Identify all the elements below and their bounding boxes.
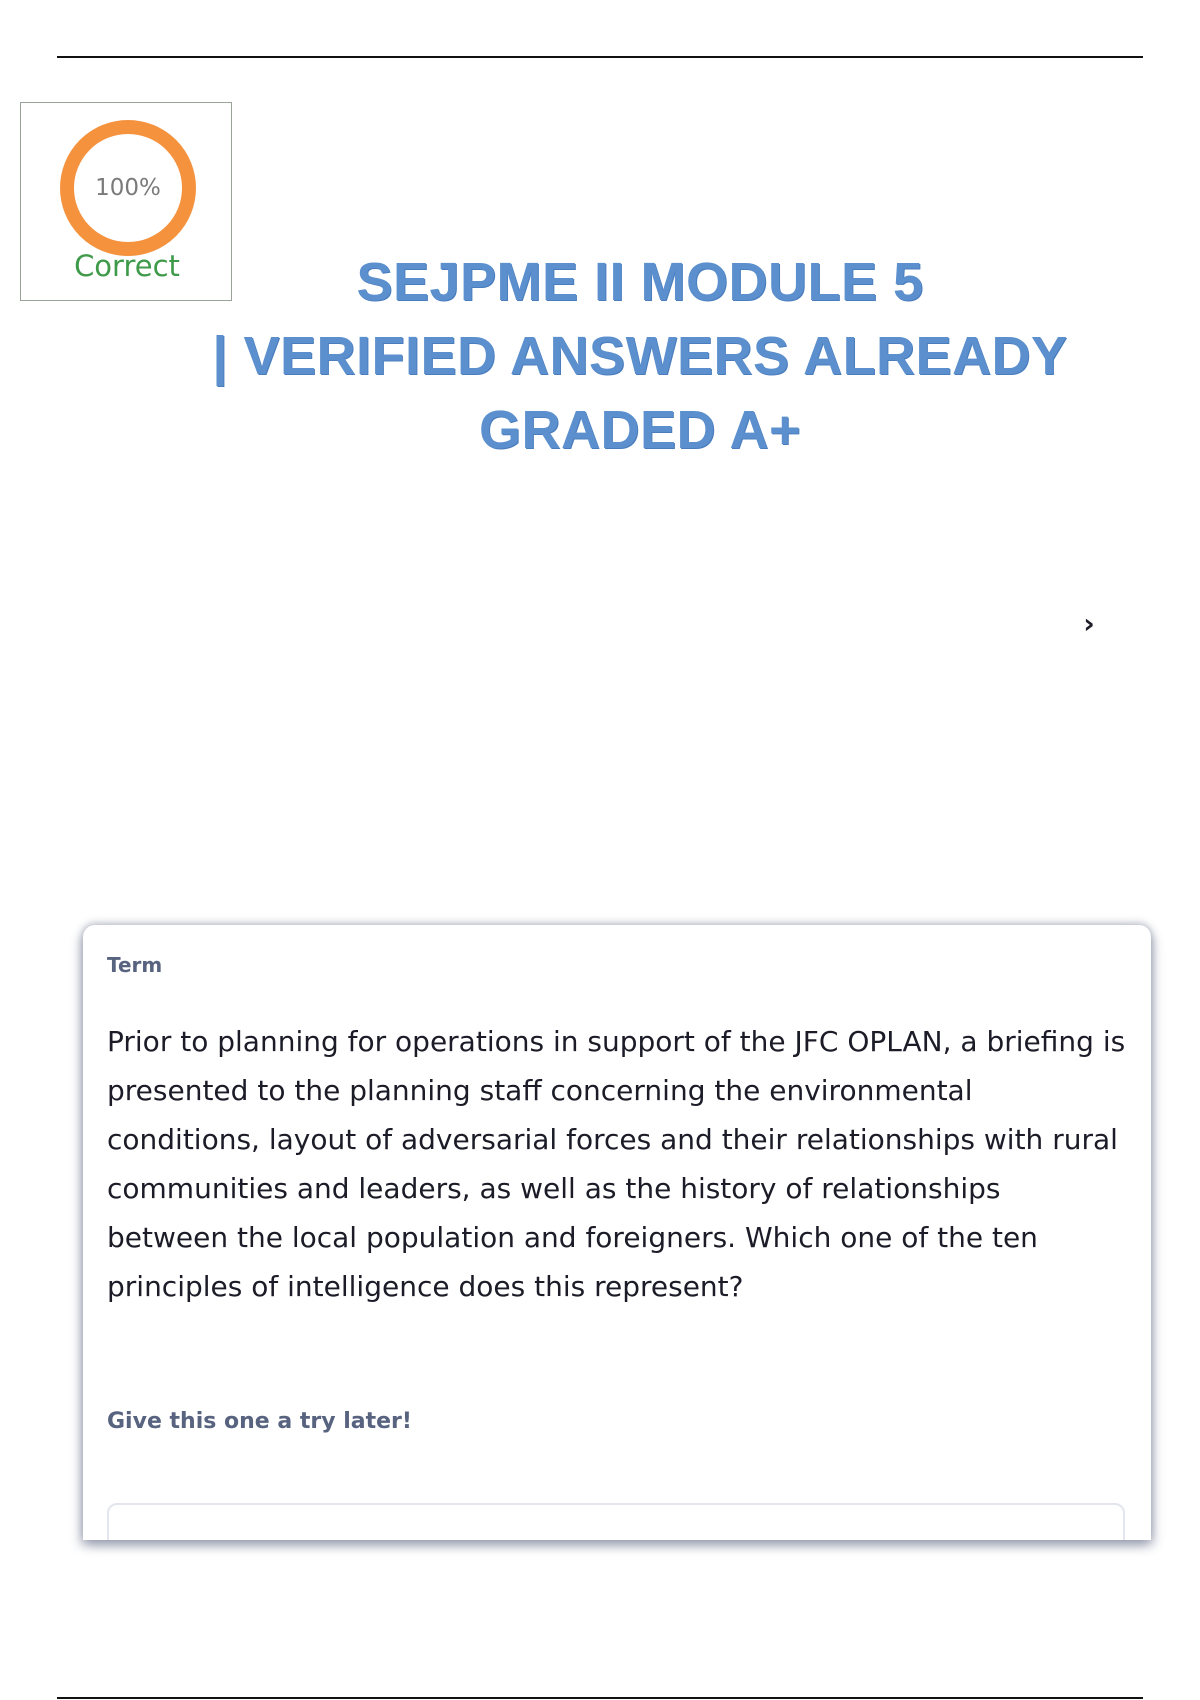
card-label: Term	[107, 953, 163, 977]
card-term-text: Prior to planning for operations in support of the JFC OPLAN, a briefing is presented to the planning staff concerning the environmental conditions, layout of adversarial forces and their relationships with rural communities and leaders, as well as the history of relationships between the local population and foreigners. Which one of the ten principles of intelligence does this represent?	[107, 1025, 1126, 1303]
score-caption: Correct	[74, 249, 180, 283]
bottom-divider	[57, 1697, 1143, 1699]
try-later-link[interactable]: Give this one a try later!	[107, 1409, 412, 1434]
title-line: | VERIFIED ANSWERS ALREADY	[212, 326, 1068, 386]
title-line: GRADED A+	[478, 400, 802, 460]
score-percent: 100%	[95, 175, 161, 201]
flashcard	[83, 925, 1151, 1540]
answer-input[interactable]	[107, 1503, 1125, 1540]
top-divider	[57, 56, 1143, 58]
title-line: SEJPME II MODULE 5	[356, 252, 924, 312]
chevron-right-icon[interactable]: ›	[1083, 606, 1095, 640]
document-title	[150, 245, 1130, 467]
